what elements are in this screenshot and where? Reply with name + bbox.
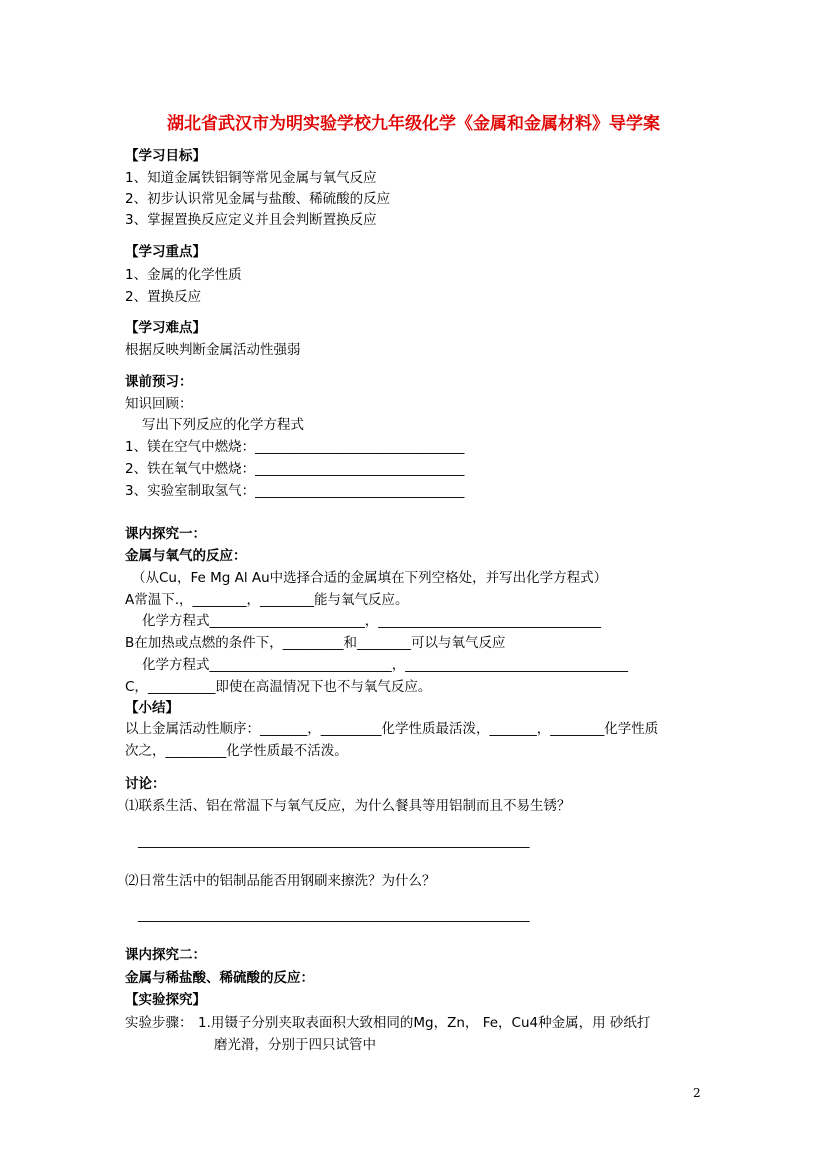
- explore1-heading: 课内探究一：: [125, 526, 206, 542]
- step-line: 磨光滑，分别于四只试管中: [214, 1037, 376, 1053]
- objective-item: 3、掌握置换反应定义并且会判断置换反应: [125, 212, 377, 228]
- preview-review-label: 知识回顾：: [125, 396, 193, 412]
- preview-instruction: 写出下列反应的化学方程式: [142, 417, 304, 433]
- discussion-answer-line: __________________________________________________________: [138, 907, 530, 923]
- discussion-heading: 讨论：: [125, 776, 166, 792]
- steps-label: 实验步骤：: [125, 1015, 193, 1031]
- explore1-subheading: 金属与氧气的反应：: [125, 548, 247, 564]
- objectives-heading: 【学习目标】: [125, 148, 206, 164]
- discussion-question: ⑵日常生活中的铝制品能否用钢刷来擦洗？为什么？: [125, 873, 436, 889]
- key-point-item: 2、置换反应: [125, 289, 202, 305]
- objective-item: 2、初步认识常见金属与盐酸、稀硫酸的反应: [125, 191, 391, 207]
- lab-heading: 【实验探究】: [125, 992, 206, 1008]
- objective-item: 1、知道金属铁铝铜等常见金属与氧气反应: [125, 170, 377, 186]
- difficulties-text: 根据反映判断金属活动性强弱: [125, 342, 301, 358]
- explore1-note: （从Cu，Fe Mg Al Au中选择合适的金属填在下列空格处，并写出化学方程式）: [132, 570, 608, 586]
- explore1-line: 化学方程式___________________________，_________________________________: [142, 657, 628, 673]
- preview-item: 3、实验室制取氢气：_______________________________: [125, 483, 465, 499]
- discussion-question: ⑴联系生活、铝在常温下与氧气反应，为什么餐具等用铝制而且不易生锈？: [125, 798, 571, 814]
- preview-item: 2、铁在氧气中燃烧：_______________________________: [125, 461, 465, 477]
- key-points-heading: 【学习重点】: [125, 244, 206, 260]
- summary-line: 次之，_________化学性质最不活泼。: [125, 743, 348, 759]
- explore1-line: 化学方程式_______________________，_________________________________: [142, 613, 601, 629]
- explore2-subheading: 金属与稀盐酸、稀硫酸的反应：: [125, 970, 314, 986]
- explore2-heading: 课内探究二：: [125, 947, 206, 963]
- preview-item: 1、镁在空气中燃烧：_______________________________: [125, 439, 465, 455]
- summary-heading: 【小结】: [125, 700, 179, 716]
- explore1-line: A常温下.，________，________能与氧气反应。: [125, 592, 409, 608]
- page-number: 2: [693, 1086, 701, 1100]
- preview-heading: 课前预习：: [125, 374, 193, 390]
- discussion-answer-line: __________________________________________________________: [138, 833, 530, 849]
- difficulties-heading: 【学习难点】: [125, 320, 206, 336]
- summary-line: 以上金属活动性顺序：_______，_________化学性质最活泼，_______，________化学性质: [125, 721, 659, 737]
- document-title: 湖北省武汉市为明实验学校九年级化学《金属和金属材料》导学案: [167, 114, 660, 134]
- key-point-item: 1、金属的化学性质: [125, 267, 242, 283]
- explore1-line: C，__________即使在高温情况下也不与氧气反应。: [125, 679, 432, 695]
- step-line: 1.用镊子分别夹取表面积大致相同的Mg，Zn， Fe，Cu4种金属，用 砂纸打: [198, 1015, 651, 1031]
- explore1-line: B在加热或点燃的条件下，_________和________可以与氧气反应: [125, 635, 506, 651]
